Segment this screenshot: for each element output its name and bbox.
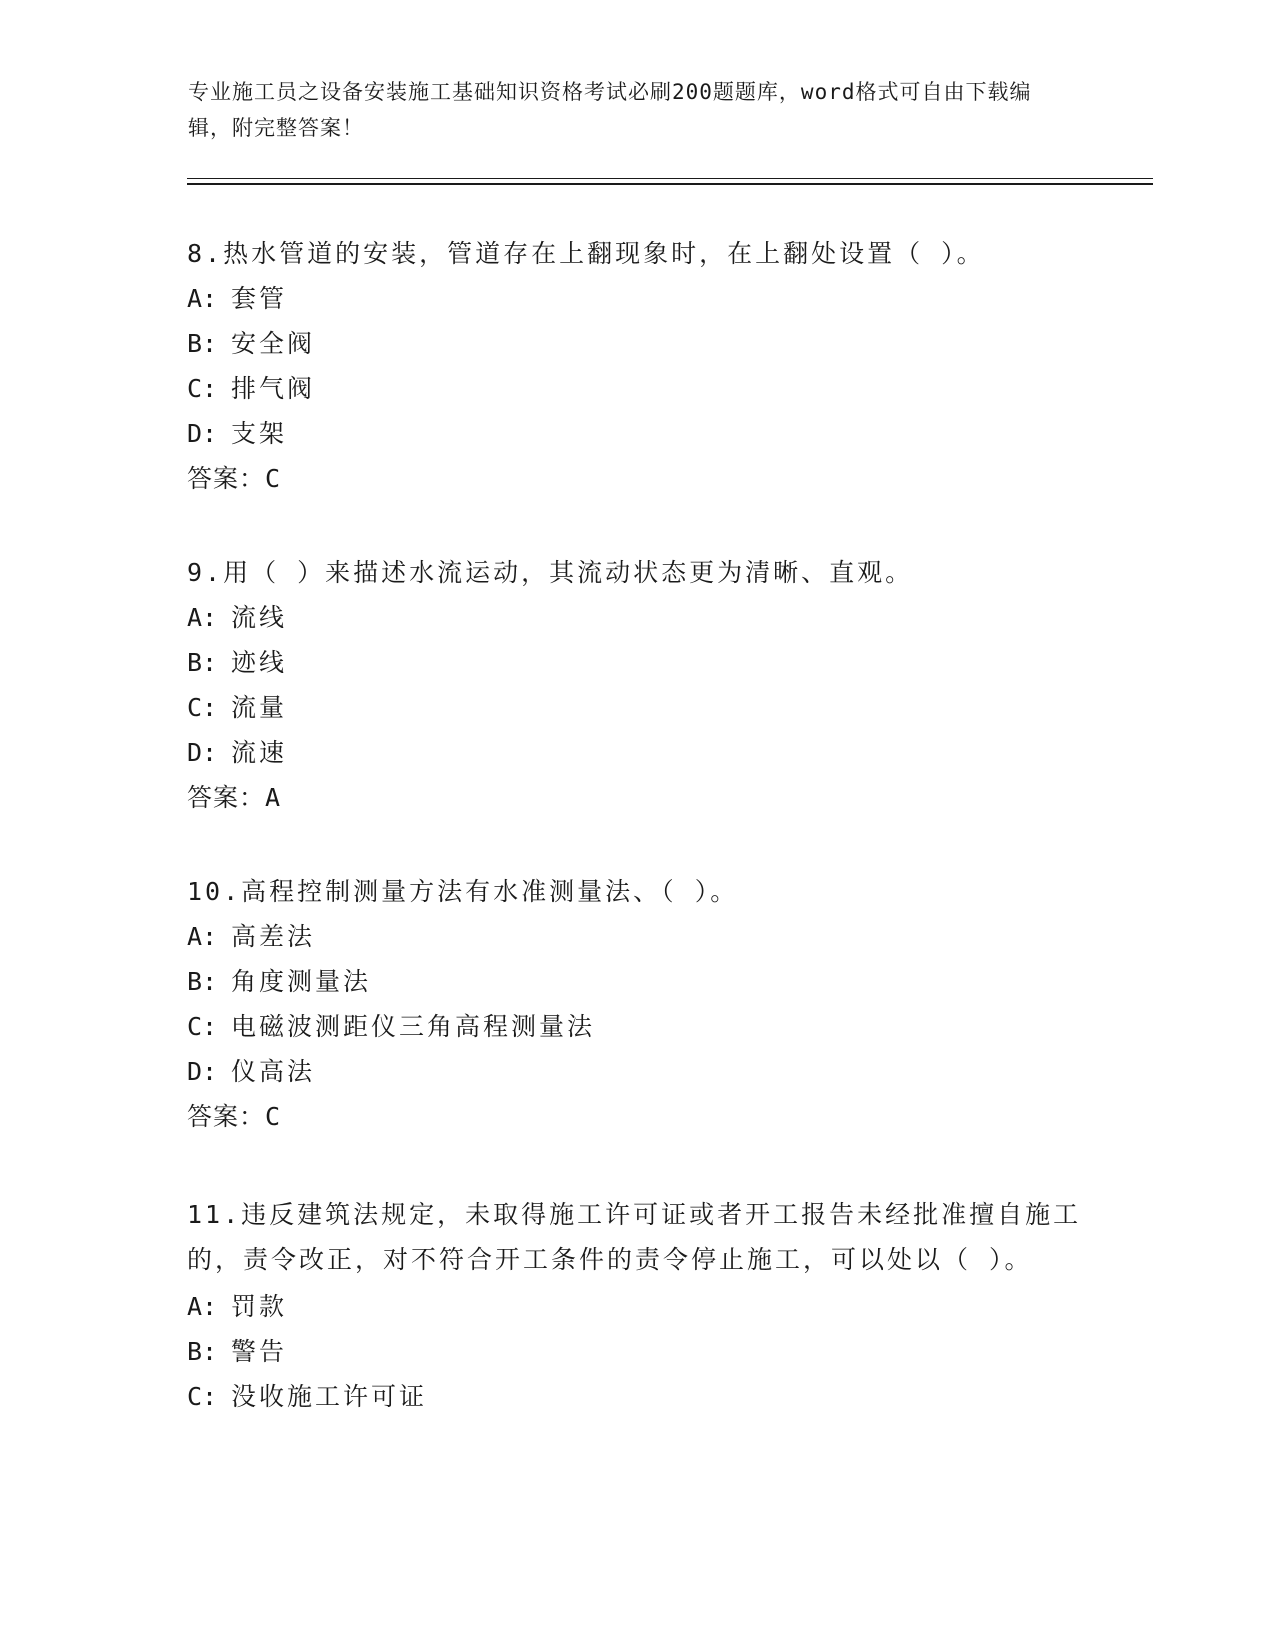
option-key: D: — [187, 738, 218, 767]
option-key: D: — [187, 1057, 218, 1086]
question-stem: 10.高程控制测量方法有水准测量法、（ ）。 — [187, 877, 739, 906]
option-key: C: — [187, 374, 218, 403]
option-key: D: — [187, 419, 218, 448]
option-key: C: — [187, 1012, 218, 1041]
option-d — [187, 415, 1087, 453]
option-c — [187, 370, 1087, 408]
option-text: 排气阀 — [231, 374, 316, 403]
option-key: A: — [187, 284, 218, 313]
option-d — [187, 734, 1087, 772]
option-b — [187, 1333, 1087, 1371]
option-text: 电磁波测距仪三角高程测量法 — [231, 1012, 596, 1041]
option-text: 罚款 — [231, 1292, 288, 1321]
option-key: A: — [187, 922, 218, 951]
option-a — [187, 918, 1087, 956]
option-key: A: — [187, 1292, 218, 1321]
header-rule-thick — [187, 183, 1153, 185]
option-b — [187, 644, 1087, 682]
option-text: 安全阀 — [231, 329, 316, 358]
option-b — [187, 963, 1087, 1001]
header-rule-thin — [187, 178, 1153, 179]
option-b — [187, 325, 1087, 363]
option-text: 流速 — [231, 738, 288, 767]
option-a — [187, 1288, 1087, 1326]
option-text: 没收施工许可证 — [231, 1382, 428, 1411]
option-key: C: — [187, 1382, 218, 1411]
option-text: 警告 — [231, 1337, 288, 1366]
option-text: 流量 — [231, 693, 288, 722]
option-text: 高差法 — [231, 922, 316, 951]
option-key: B: — [187, 967, 218, 996]
question-11 — [187, 1192, 1087, 1423]
question-stem: 8.热水管道的安装，管道存在上翻现象时，在上翻处设置（ ）。 — [187, 239, 985, 268]
option-text: 套管 — [231, 284, 288, 313]
option-a — [187, 280, 1087, 318]
question-stem: 11.违反建筑法规定，未取得施工许可证或者开工报告未经批准擅自施工的，责令改正，对不符合开工条件的责令停止施工，可以处以（ ）。 — [187, 1200, 1082, 1274]
document-header: 专业施工员之设备安装施工基础知识资格考试必刷200题题库，word格式可自由下载编辑，附完整答案！ — [188, 80, 1032, 140]
option-d — [187, 1053, 1087, 1091]
question-9 — [187, 554, 1087, 817]
option-a — [187, 599, 1087, 637]
option-c — [187, 1008, 1087, 1046]
option-text: 流线 — [231, 603, 288, 632]
answer-line: 答案：C — [187, 1102, 282, 1131]
option-key: B: — [187, 1337, 218, 1366]
option-text: 支架 — [231, 419, 288, 448]
option-text: 迹线 — [231, 648, 288, 677]
option-text: 角度测量法 — [231, 967, 372, 996]
option-key: C: — [187, 693, 218, 722]
question-8 — [187, 235, 1087, 498]
question-stem: 9.用（ ）来描述水流运动，其流动状态更为清晰、直观。 — [187, 558, 914, 587]
answer-line: 答案：C — [187, 464, 282, 493]
option-key: B: — [187, 648, 218, 677]
option-key: B: — [187, 329, 218, 358]
option-c — [187, 689, 1087, 727]
option-text: 仪高法 — [231, 1057, 316, 1086]
answer-line: 答案：A — [187, 783, 282, 812]
question-10 — [187, 873, 1087, 1136]
option-c — [187, 1378, 1087, 1416]
option-key: A: — [187, 603, 218, 632]
